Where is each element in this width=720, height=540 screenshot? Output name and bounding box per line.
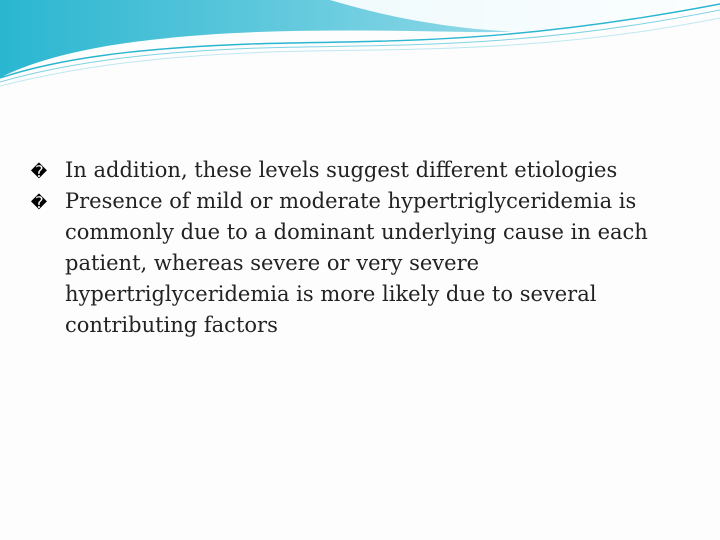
bullet-marker-icon: � [30,193,48,212]
bullet-item [30,186,690,341]
bullet-item [30,155,690,186]
bullet-list [30,155,690,341]
bullet-text: Presence of mild or moderate hypertriglyceridemia is commonly due to a dominant underlying cause in each patient, whereas severe or very severe hypertriglyceridemia is more likely due to several contributing factors [65,189,648,337]
header-wave-decoration [0,0,720,95]
bullet-text: In addition, these levels suggest different etiologies [65,158,618,182]
bullet-marker-icon: � [30,162,48,181]
